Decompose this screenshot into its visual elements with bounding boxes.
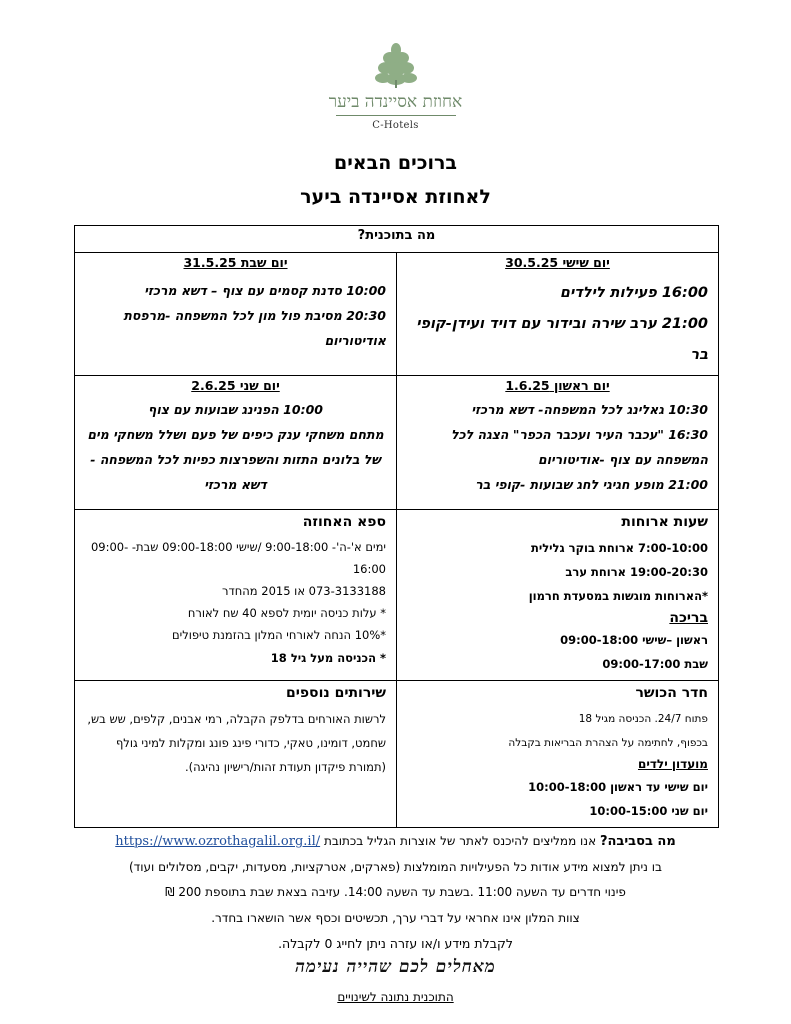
meal-line: *הארוחות מוגשות במסעדת חרמון (528, 589, 708, 603)
saturday-cell (75, 253, 397, 376)
services-cell (75, 681, 397, 828)
checkout-info: פינוי חדרים עד השעה 11:00 .בשבת עד השעה 14:00. עזיבה בצאת שבת בתוספת 200 ₪ (165, 885, 626, 899)
spa-line: * הכניסה מעל גיל 18 (270, 651, 386, 665)
kids-club-line: יום שני 10:00-15:00 (589, 804, 708, 818)
spa-line: * עלות כניסה יומית לספא 40 שח לאורח (187, 606, 386, 620)
spa-line: ימים א'-ה'- 9:00-18:00 /שישי 09:00-18:00 שבת- 09:00-16:00 (90, 540, 386, 576)
sunday-cell (397, 376, 719, 510)
around-details: בו ניתן למצוא מידע אודות כל הפעילויות המומלצות (פארקים, אטרקציות, מסעדות, יקבים, מסלולים ועוד) (129, 860, 662, 874)
ozrot-link[interactable]: https://www.ozrothagalil.org.il/ (115, 834, 321, 849)
saturday-event: 20:30 מסיבת פול מון לכל המשפחה -מרפסת אודיטוריום (123, 308, 386, 348)
around-text: אנו ממליצים להיכנס לאתר של אוצרות הגליל בכתובת (323, 834, 597, 848)
spa-line: *10% הנחה לאורחי המלון בהזמנת טיפולים (172, 628, 386, 642)
around-line (0, 834, 791, 849)
friday-event: 21:00 ערב שירה ובידור עם דויד ועידן-קופי בר (416, 316, 708, 363)
pool-line: שבת 09:00-17:00 (602, 657, 708, 671)
gym-title: חדר הכושר (635, 685, 708, 701)
monday-cell (75, 376, 397, 510)
services-title: שירותים נוספים (285, 685, 386, 701)
spa-title: ספא האחוזה (302, 514, 386, 530)
friday-title: יום שישי 30.5.25 (505, 255, 610, 270)
tree-logo-icon (366, 42, 426, 90)
sunday-event: 21:00 מופע חגיגי לחג שבועות -קופי בר (475, 477, 708, 492)
monday-event: 10:00 הפנינג שבועות עם צוף (148, 402, 323, 417)
valuables-disclaimer: צוות המלון אינו אחראי על דברי ערך, תכשיטים וכסף אשר הושארו בחדר. (211, 911, 580, 925)
hotel-title: לאחוזת אסיינדה ביער (300, 186, 491, 208)
pleasant-stay-wish: מאחלים לכם שהייה נעימה (295, 957, 496, 977)
program-header: מה בתוכנית? (75, 226, 719, 253)
monday-event: מתחם משחקי ענק כיפים של פעם ושלל משחקי מים של בלונים התזות והשפרצות כפיות לכל המשפחה -דשא מרכזי (87, 427, 384, 492)
sunday-title: יום ראשון 1.6.25 (505, 378, 610, 393)
kids-club-line: יום שישי עד ראשון 10:00-18:00 (528, 780, 708, 794)
sunday-event: 10:30 גאלינג לכל המשפחה- דשא מרכזי (471, 402, 708, 417)
saturday-title: יום שבת 31.5.25 (183, 255, 288, 270)
monday-title: יום שני 2.6.25 (191, 378, 280, 393)
meals-pool-cell (397, 510, 719, 681)
gym-kids-cell (397, 681, 719, 828)
spa-cell (75, 510, 397, 681)
logo-hebrew-name: אחוזת אסיינדה ביער (328, 92, 463, 112)
spa-line: 073-3133188 או 2015 מהחדר (221, 584, 386, 598)
reception-info: לקבלת מידע ו/או עזרה ניתן לחייג 0 לקבלה. (278, 936, 513, 951)
friday-event: 16:00 פעילות לילדים (559, 285, 708, 301)
kids-club-title: מועדון ילדים (637, 757, 708, 771)
pool-title: בריכה (669, 610, 708, 626)
meal-line: 19:00-20:30 ארוחת ערב (565, 565, 708, 579)
hotel-logo (0, 42, 791, 131)
sunday-event: 16:30 "עכבר העיר ועכבר הכפר" הצגה לכל המשפחה עם צוף -אודיטוריום (451, 427, 708, 467)
saturday-event: 10:00 סדנת קסמים עם צוף – דשא מרכזי (144, 283, 386, 298)
around-label: מה בסביבה? (599, 834, 676, 849)
welcome-title: ברוכים הבאים (333, 152, 458, 174)
meal-line: 7:00-10:00 ארוחת בוקר גלילית (530, 541, 708, 555)
changes-note: התוכנית נתונה לשינויים (337, 990, 454, 1004)
program-table (74, 225, 719, 828)
pool-line: ראשון –שישי 09:00-18:00 (560, 633, 708, 647)
logo-divider (336, 115, 456, 116)
logo-english-name: C-Hotels (372, 120, 419, 131)
friday-cell (397, 253, 719, 376)
gym-line: פתוח 24/7. הכניסה מגיל 18 (578, 713, 708, 725)
meals-title: שעות ארוחות (621, 514, 708, 530)
services-text: לרשות האורחים בדלפק הקבלה, רמי אבנים, קלפים, שש בש, שחמט, דומינו, טאקי, כדורי פינג פונג ומקלות למיני גולף (תמורת פיקדון תעודת זהות/רישיון נהיגה). (87, 712, 386, 774)
gym-line: בכפוף, לחתימה על הצהרת הבריאות בקבלה (508, 737, 708, 749)
